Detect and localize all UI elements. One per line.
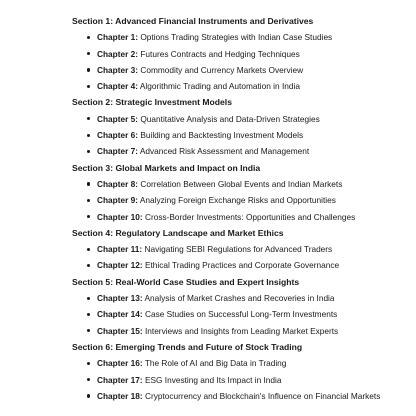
- chapter-title: Case Studies on Successful Long-Term Investments: [144, 309, 338, 320]
- chapter-title: Algorithmic Trading and Automation in India: [139, 81, 300, 92]
- chapter-title: Cryptocurrency and Blockchain's Influence on Financial Markets: [144, 390, 381, 401]
- bullet-icon: [87, 68, 90, 71]
- chapter-item: [72, 308, 412, 320]
- chapter-list: [72, 357, 412, 402]
- bullet-icon: [87, 52, 90, 55]
- section-heading: Section 6: Emerging Trends and Future of Stock Trading: [72, 341, 303, 352]
- chapter-list: [72, 31, 412, 92]
- chapter-title: ESG Investing and Its Impact in India: [144, 374, 282, 385]
- bullet-icon: [87, 85, 90, 88]
- chapter-title: Building and Backtesting Investment Models: [140, 130, 304, 141]
- chapter-item: [72, 64, 412, 76]
- chapter-item: [72, 178, 412, 190]
- chapter-label: Chapter 5:: [97, 113, 139, 124]
- bullet-icon: [87, 215, 90, 218]
- chapter-item: [72, 48, 412, 60]
- chapter-item: [72, 390, 412, 402]
- chapter-title: Commodity and Currency Markets Overview: [140, 64, 304, 75]
- table-of-contents: [72, 15, 412, 406]
- chapter-label: Chapter 12:: [97, 260, 143, 271]
- chapter-title: Ethical Trading Practices and Corporate Governance: [144, 260, 340, 271]
- chapter-title: Advanced Risk Assessment and Management: [139, 146, 310, 157]
- chapter-label: Chapter 14:: [97, 309, 143, 320]
- chapter-title: Cross-Border Investments: Opportunities and Challenges: [144, 211, 356, 222]
- bullet-icon: [87, 378, 90, 381]
- section-heading: Section 4: Regulatory Landscape and Market Ethics: [72, 227, 284, 238]
- chapter-list: [72, 178, 412, 223]
- bullet-icon: [87, 329, 90, 332]
- chapter-item: [72, 80, 412, 92]
- chapter-item: [72, 243, 412, 255]
- section-heading: Section 2: Strategic Investment Models: [72, 97, 232, 108]
- chapter-title: Quantitative Analysis and Data-Driven Strategies: [140, 113, 320, 124]
- chapter-label: Chapter 2:: [97, 48, 139, 59]
- chapter-title: Futures Contracts and Hedging Techniques: [140, 48, 300, 59]
- bullet-icon: [87, 313, 90, 316]
- bullet-icon: [87, 182, 90, 185]
- section-1: [72, 15, 412, 92]
- chapter-label: Chapter 4:: [97, 81, 139, 92]
- section-5: [72, 276, 412, 337]
- chapter-label: Chapter 9:: [97, 195, 139, 206]
- chapter-label: Chapter 7:: [97, 146, 139, 157]
- section-6: [72, 341, 412, 402]
- bullet-icon: [87, 150, 90, 153]
- chapter-label: Chapter 17:: [97, 374, 143, 385]
- bullet-icon: [87, 264, 90, 267]
- section-heading: Section 3: Global Markets and Impact on India: [72, 162, 261, 173]
- chapter-item: [72, 292, 412, 304]
- chapter-title: Options Trading Strategies with Indian Case Studies: [140, 32, 333, 43]
- chapter-label: Chapter 8:: [97, 178, 139, 189]
- chapter-item: [72, 374, 412, 386]
- chapter-item: [72, 113, 412, 125]
- bullet-icon: [87, 134, 90, 137]
- chapter-item: [72, 129, 412, 141]
- chapter-item: [72, 31, 412, 43]
- bullet-icon: [87, 394, 90, 397]
- section-heading: Section 5: Real-World Case Studies and Expert Insights: [72, 276, 300, 287]
- section-4: [72, 227, 412, 272]
- bullet-icon: [87, 199, 90, 202]
- chapter-item: [72, 211, 412, 223]
- chapter-item: [72, 145, 412, 157]
- chapter-title: Navigating SEBI Regulations for Advanced Traders: [144, 244, 333, 255]
- chapter-label: Chapter 11:: [97, 244, 143, 255]
- chapter-item: [72, 194, 412, 206]
- bullet-icon: [87, 362, 90, 365]
- chapter-title: The Role of AI and Big Data in Trading: [144, 358, 287, 369]
- chapter-title: Analyzing Foreign Exchange Risks and Opportunities: [139, 195, 336, 206]
- section-2: [72, 96, 412, 157]
- chapter-label: Chapter 18:: [97, 390, 143, 401]
- chapter-label: Chapter 10:: [97, 211, 143, 222]
- chapter-title: Interviews and Insights from Leading Market Experts: [144, 325, 339, 336]
- bullet-icon: [87, 117, 90, 120]
- chapter-item: [72, 259, 412, 271]
- bullet-icon: [87, 297, 90, 300]
- section-heading: Section 1: Advanced Financial Instruments and Derivatives: [72, 16, 314, 26]
- chapter-item: [72, 325, 412, 337]
- chapter-label: Chapter 15:: [97, 325, 143, 336]
- bullet-icon: [87, 248, 90, 251]
- chapter-title: Correlation Between Global Events and Indian Markets: [140, 178, 343, 189]
- chapter-label: Chapter 3:: [97, 64, 139, 75]
- chapter-list: [72, 113, 412, 158]
- chapter-list: [72, 292, 412, 337]
- chapter-label: Chapter 13:: [97, 293, 143, 304]
- chapter-list: [72, 243, 412, 271]
- chapter-title: Analysis of Market Crashes and Recoveries in India: [144, 293, 335, 304]
- chapter-item: [72, 357, 412, 369]
- chapter-label: Chapter 6:: [97, 130, 139, 141]
- bullet-icon: [87, 36, 90, 39]
- section-3: [72, 162, 412, 223]
- chapter-label: Chapter 1:: [97, 32, 139, 43]
- chapter-label: Chapter 16:: [97, 358, 143, 369]
